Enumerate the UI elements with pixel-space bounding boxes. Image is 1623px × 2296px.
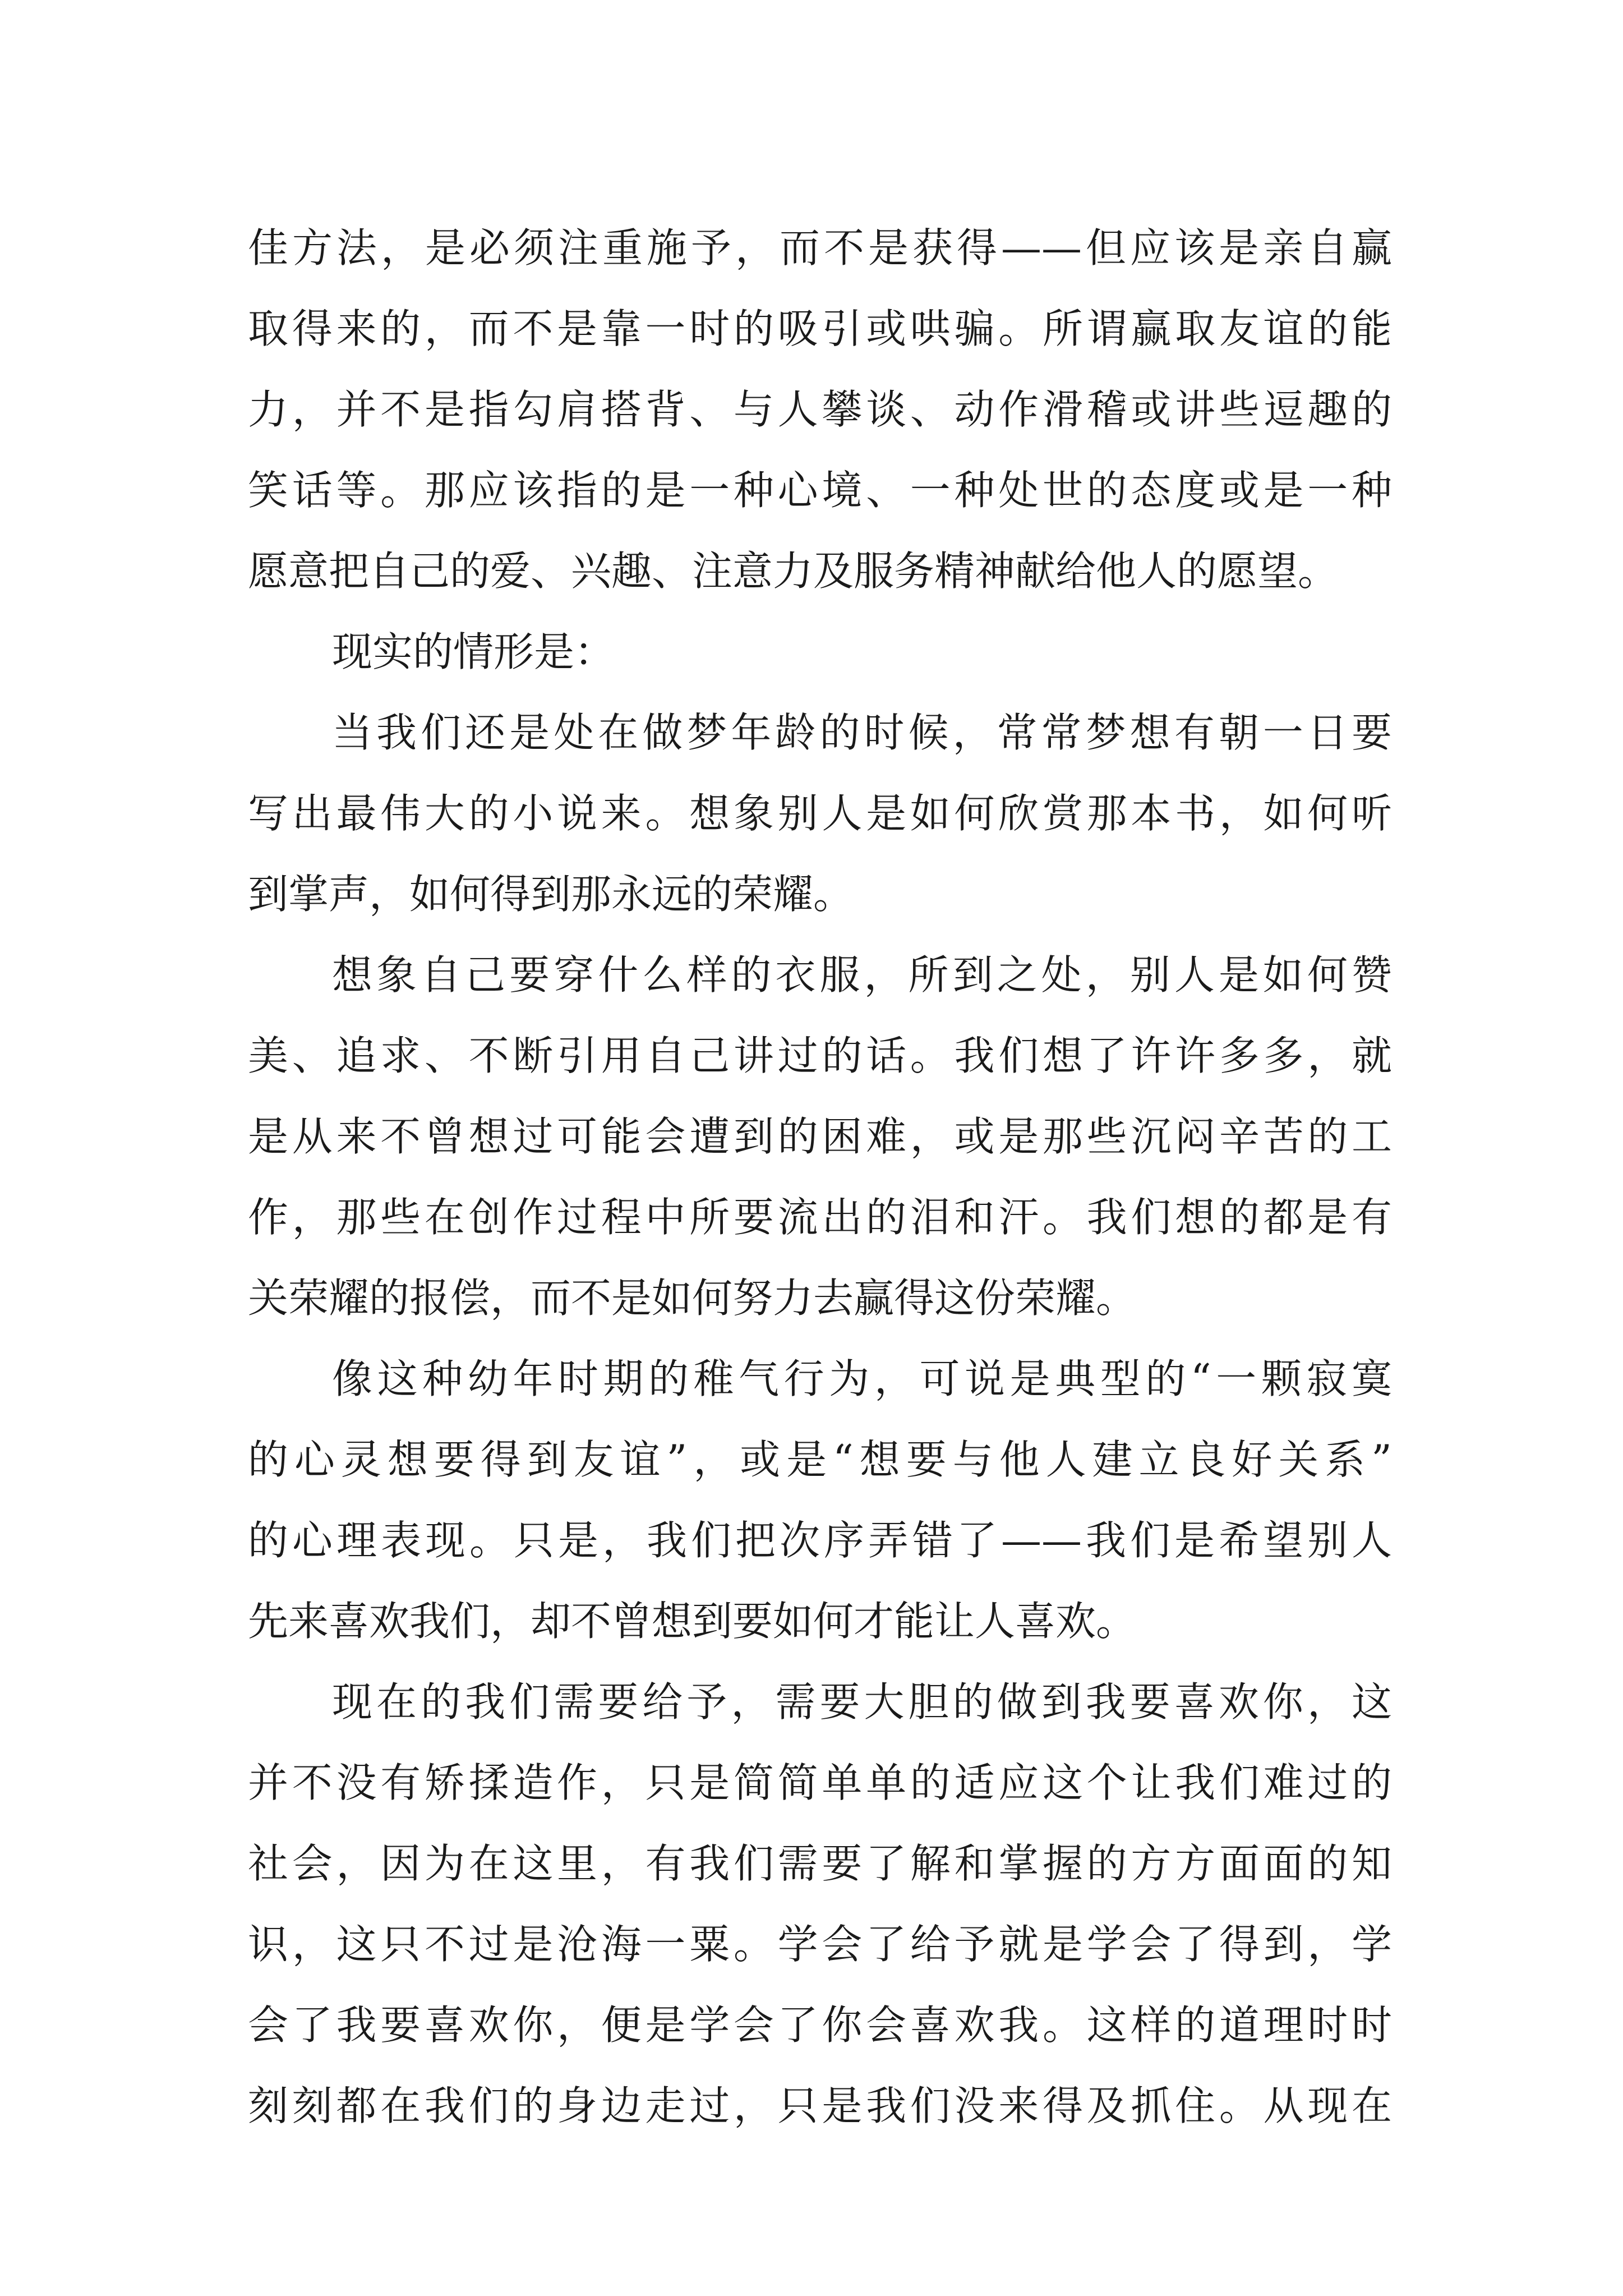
text-line: 佳方法，是必须注重施予，而不是获得——但应该是亲自赢 (248, 224, 1392, 272)
text-line: 刻刻都在我们的身边走过，只是我们没来得及抓住。从现在 (248, 2082, 1392, 2129)
text-line: 到掌声，如何得到那永远的荣耀。 (248, 871, 854, 918)
text-line: 的心灵想要得到友谊”，或是“想要与他人建立良好关系” (248, 1436, 1392, 1483)
text-line: 识，这只不过是沧海一粟。学会了给予就是学会了得到，学 (248, 1921, 1392, 1968)
text-line: 笑话等。那应该指的是一种心境、一种处世的态度或是一种 (248, 467, 1392, 514)
paragraph-first-line: 像这种幼年时期的稚气行为，可说是典型的“一颗寂寞 (332, 1355, 1392, 1402)
text-line: 的心理表现。只是，我们把次序弄错了——我们是希望别人 (248, 1517, 1392, 1564)
text-line: 并不没有矫揉造作，只是简简单单的适应这个让我们难过的 (248, 1759, 1392, 1806)
paragraph-first-line: 当我们还是处在做梦年龄的时候，常常梦想有朝一日要 (332, 709, 1392, 756)
text-line: 是从来不曾想过可能会遭到的困难，或是那些沉闷辛苦的工 (248, 1113, 1392, 1160)
paragraph-first-line: 现在的我们需要给予，需要大胆的做到我要喜欢你，这 (332, 1678, 1392, 1726)
text-line: 写出最伟大的小说来。想象别人是如何欣赏那本书，如何听 (248, 790, 1392, 837)
text-line: 力，并不是指勾肩搭背、与人攀谈、动作滑稽或讲些逗趣的 (248, 386, 1392, 433)
text-line: 愿意把自己的爱、兴趣、注意力及服务精神献给他人的愿望。 (248, 547, 1339, 595)
text-line: 美、追求、不断引用自己讲过的话。我们想了许许多多，就 (248, 1032, 1392, 1079)
text-line: 取得来的，而不是靠一时的吸引或哄骗。所谓赢取友谊的能 (248, 305, 1392, 352)
text-line: 作，那些在创作过程中所要流出的泪和汗。我们想的都是有 (248, 1194, 1392, 1241)
body-text (248, 208, 1392, 2146)
text-line: 先来喜欢我们，却不曾想到要如何才能让人喜欢。 (248, 1598, 1137, 1645)
paragraph-first-line: 想象自己要穿什么样的衣服，所到之处，别人是如何赞 (332, 951, 1392, 999)
text-line: 社会，因为在这里，有我们需要了解和掌握的方方面面的知 (248, 1840, 1392, 1887)
text-line: 会了我要喜欢你，便是学会了你会喜欢我。这样的道理时时 (248, 2001, 1392, 2049)
text-line: 关荣耀的报偿，而不是如何努力去赢得这份荣耀。 (248, 1274, 1137, 1322)
paragraph-first-line: 现实的情形是： (332, 628, 615, 675)
